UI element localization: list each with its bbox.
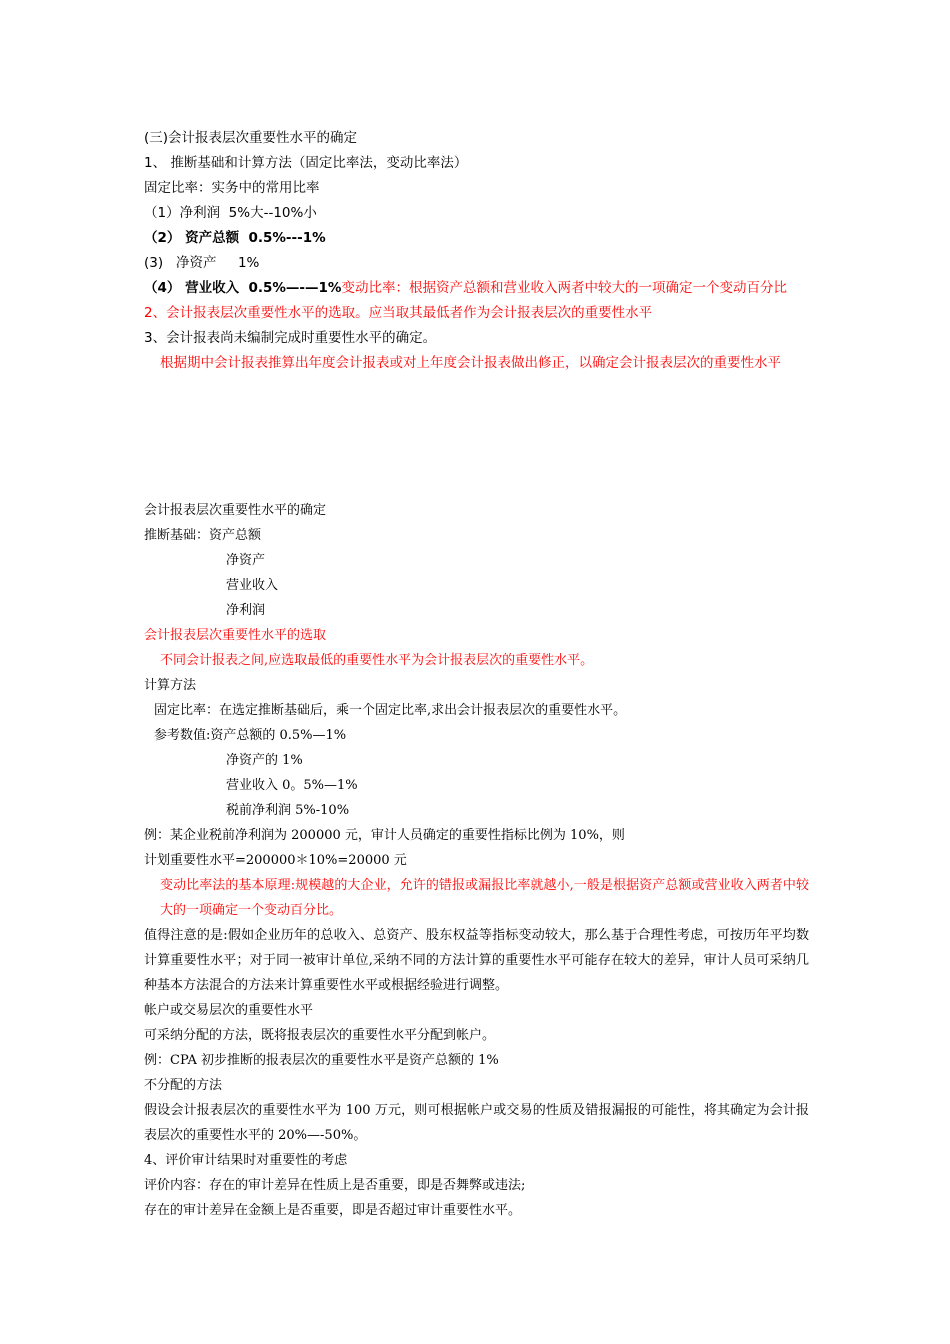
ratio-revenue-bold: （4） 营业收入 0.5%—-—1% xyxy=(144,280,342,296)
section-1-title: (三)会计报表层次重要性水平的确定 xyxy=(144,130,358,146)
reference-item: 净资产的 1% xyxy=(226,753,303,768)
no-allocate-method: 不分配的方法 xyxy=(144,1078,223,1093)
reference-item: 营业收入 0。5%—1% xyxy=(226,778,358,793)
section-2-title: 会计报表层次重要性水平的确定 xyxy=(144,503,327,518)
selection-title: 会计报表层次重要性水平的选取 xyxy=(144,628,327,643)
example-1: 例：某企业税前净利润为 200000 元，审计人员确定的重要性指标比例为 10%，则 xyxy=(144,828,625,843)
note-paragraph: 值得注意的是:假如企业历年的总收入、总资产、股东权益等指标变动较大，那么基于合理性考虑，可按历年平均数计算重要性水平；对于同一被审计单位,采纳不同的方法计算的重要性水平可能存在较大的差异，审计人员可采纳几种基本方法混合的方法来计算重要性水平或根据经验进行调整。 xyxy=(144,928,809,993)
item-3: 3、会计报表尚未编制完成时重要性水平的确定。 xyxy=(144,330,437,346)
calc-title: 计算方法 xyxy=(144,678,197,693)
evaluation-2: 存在的审计差异在金额上是否重要，即是否超过审计重要性水平。 xyxy=(144,1203,522,1218)
item-2: 2、会计报表层次重要性水平的选取。应当取其最低者作为会计报表层次的重要性水平 xyxy=(144,305,653,321)
variable-principle: 变动比率法的基本原理:规模越的大企业，允许的错报或漏报比率就越小,一般是根据资产总额或营业收入两者中较大的一项确定一个变动百分比。 xyxy=(160,878,809,918)
section-2 xyxy=(144,498,809,1223)
ratio-total-assets: （2） 资产总额 0.5%---1% xyxy=(144,230,326,246)
example-2: 例：CPA 初步推断的报表层次的重要性水平是资产总额的 1% xyxy=(144,1053,499,1068)
reference-item: 税前净利润 5%-10% xyxy=(226,803,350,818)
ratio-net-profit: （1）净利润 5%大--10%小 xyxy=(144,205,317,221)
assumption-paragraph: 假设会计报表层次的重要性水平为 100 万元，则可根据帐户或交易的性质及错报漏报的可能性，将其确定为会计报表层次的重要性水平的 20%—-50%。 xyxy=(144,1103,809,1143)
item-4: 4、评价审计结果时对重要性的考虑 xyxy=(144,1153,348,1168)
section-1 xyxy=(144,126,809,376)
ratio-revenue xyxy=(144,276,809,301)
basis-item: 净利润 xyxy=(226,603,266,618)
basis-label: 推断基础：资产总额 xyxy=(144,528,262,543)
evaluation-1: 评价内容：存在的审计差异在性质上是否重要，即是否舞弊或违法; xyxy=(144,1178,526,1193)
ratio-net-assets: (3) 净资产 1% xyxy=(144,255,260,271)
item-3-detail: 根据期中会计报表推算出年度会计报表或对上年度会计报表做出修正，以确定会计报表层次的重要性水平 xyxy=(160,355,781,371)
selection-text: 不同会计报表之间,应选取最低的重要性水平为会计报表层次的重要性水平。 xyxy=(160,653,594,668)
account-level-title: 帐户或交易层次的重要性水平 xyxy=(144,1003,314,1018)
variable-ratio-text: 变动比率：根据资产总额和营业收入两者中较大的一项确定一个变动百分比 xyxy=(341,280,787,296)
fixed-ratio-label: 固定比率：实务中的常用比率 xyxy=(144,180,320,196)
allocate-method: 可采纳分配的方法，既将报表层次的重要性水平分配到帐户。 xyxy=(144,1028,496,1043)
basis-item: 营业收入 xyxy=(226,578,279,593)
reference-label: 参考数值:资产总额的 0.5%—1% xyxy=(154,728,347,743)
basis-item: 净资产 xyxy=(226,553,266,568)
formula: 计划重要性水平=200000＊10%=20000 元 xyxy=(144,853,407,868)
item-1: 1、 推断基础和计算方法（固定比率法，变动比率法） xyxy=(144,155,468,171)
fixed-ratio-text: 固定比率：在选定推断基础后，乘一个固定比率,求出会计报表层次的重要性水平。 xyxy=(154,703,627,718)
